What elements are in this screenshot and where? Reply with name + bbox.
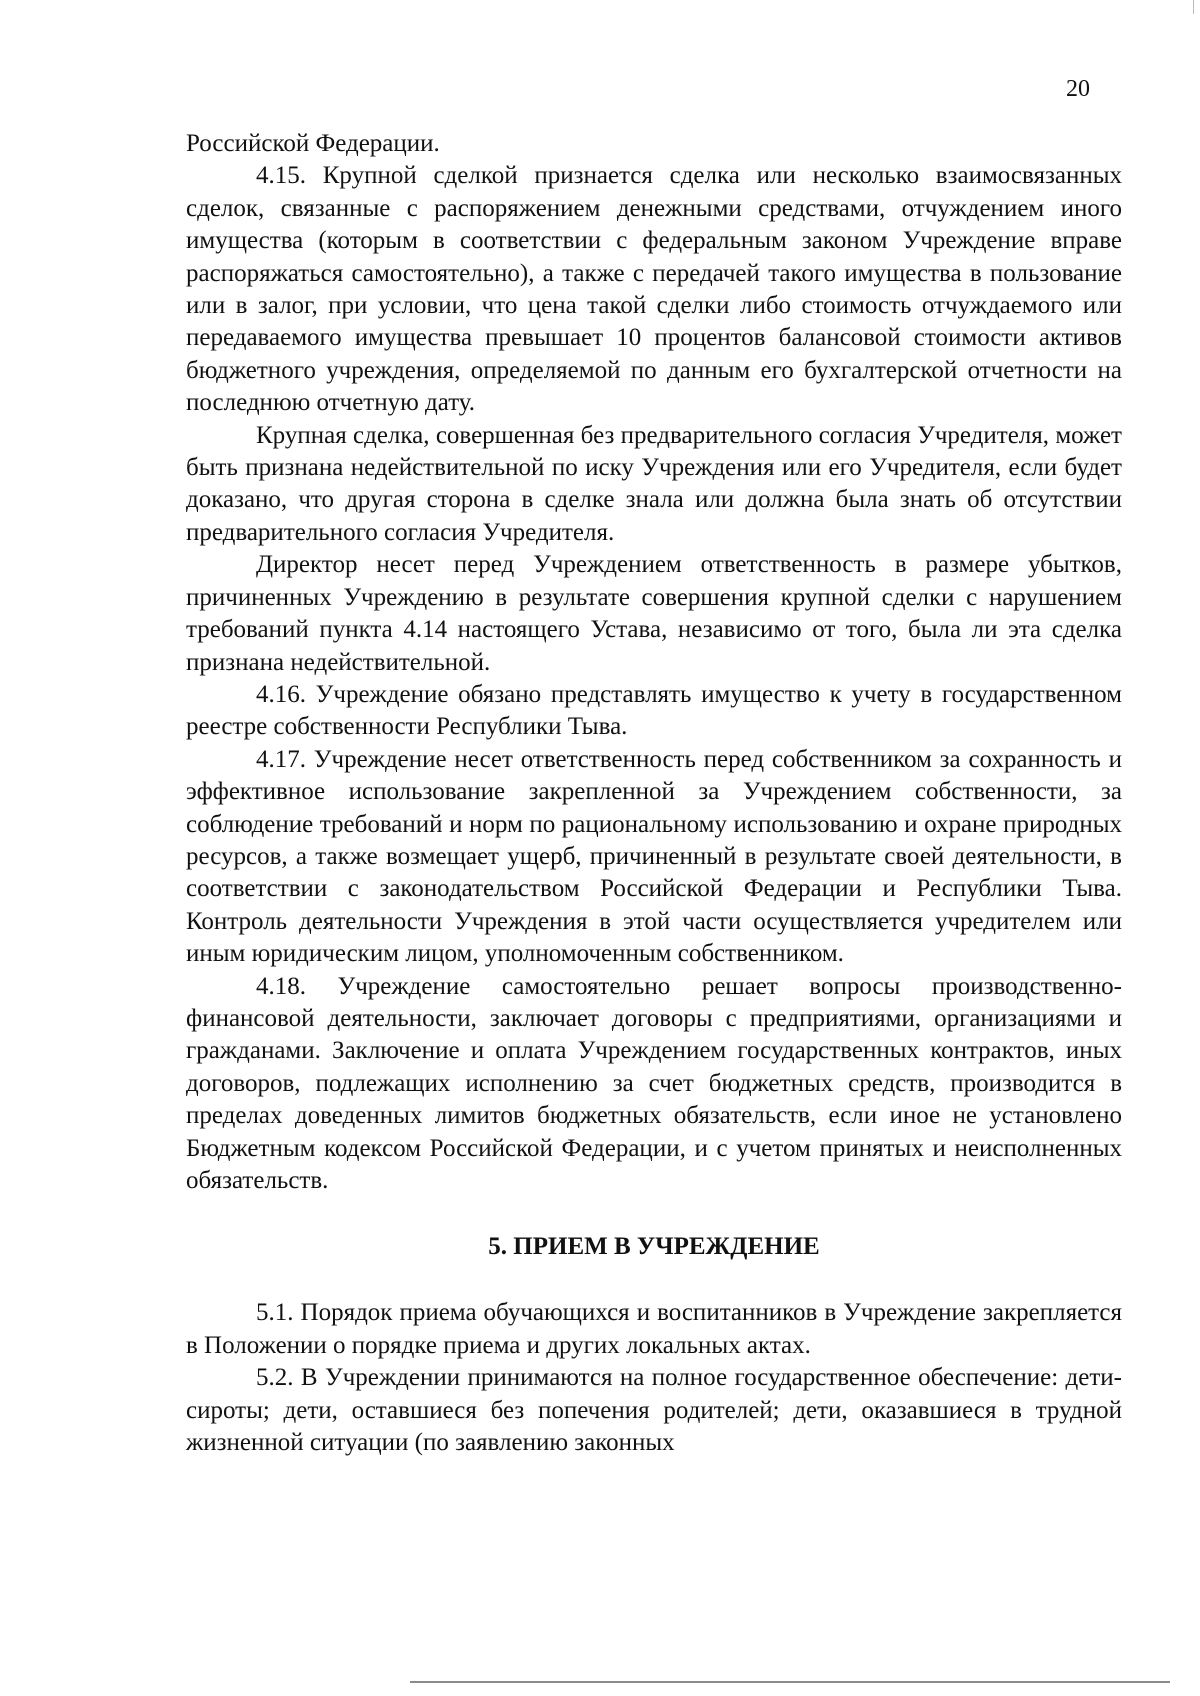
paragraph-4-18: 4.18. Учреждение самостоятельно решает вопросы производственно-финансовой деятельности, заключает договоры с предприятиями, организациями и гражданами. Заключение и оплата Учреждением государственных контрактов, иных договоров, подлежащих исполнению за счет бюджетных средств, производится в пределах доведенных лимитов бюджетных обязательств, если иное не установлено Бюджетным кодексом Российской Федерации, и с учетом принятых и неисполненных обязательств. xyxy=(186,972,1122,1194)
page-number: 20 xyxy=(1066,76,1090,102)
section-heading: 5. ПРИЕМ В УЧРЕЖДЕНИЕ xyxy=(488,1233,820,1261)
paragraph-5-1: 5.1. Порядок приема обучающихся и воспитанников в Учреждение закрепляется в Положении о порядке приема и других локальных актах. xyxy=(186,1299,1122,1359)
paragraph-major-deal-consent: Крупная сделка, совершенная без предварительного согласия Учредителя, может быть признана недействительной по иску Учреждения или его Учредителя, если будет доказано, что другая сторона в сделке знала или должна была знать об отсутствии предварительного согласия Учредителя. xyxy=(186,421,1122,546)
paragraph-4-15: 4.15. Крупной сделкой признается сделка или несколько взаимосвязанных сделок, связанные с распоряжением денежными средствами, отчуждением иного имущества (которым в соответствии с федеральным законом Учреждение вправе распоряжаться самостоятельно), а также с передачей такого имущества в пользование или в залог, при условии, что цена такой сделки либо стоимость отчуждаемого или передаваемого имущества превышает 10 процентов балансовой стоимости активов бюджетного учреждения, определяемой по данным его бухгалтерской отчетности на последнюю отчетную дату. xyxy=(186,162,1122,417)
paragraph: Российской Федерации. xyxy=(186,130,440,157)
scan-corner-mark xyxy=(1193,0,1194,14)
bottom-edge-line xyxy=(410,1681,1170,1683)
paragraph-5-2: 5.2. В Учреждении принимаются на полное государственное обеспечение: дети-сироты; дети, оставшиеся без попечения родителей; дети, оказавшиеся в трудной жизненной ситуации (по заявлению законных xyxy=(186,1364,1122,1457)
paragraph-4-17: 4.17. Учреждение несет ответственность перед собственником за сохранность и эффективное использование закрепленной за Учреждением собственности, за соблюдение требований и норм по рациональному использованию и охране природных ресурсов, а также возмещает ущерб, причиненный в результате своей деятельности, в соответствии с законодательством Российской Федерации и Республики Тыва. Контроль деятельности Учреждения в этой части осуществляется учредителем или иным юридическим лицом, уполномоченным собственником. xyxy=(186,745,1122,968)
paragraph-4-16: 4.16. Учреждение обязано представлять имущество к учету в государственном реестре собственности Республики Тыва. xyxy=(186,680,1122,741)
paragraph-director-liability: Директор несет перед Учреждением ответственность в размере убытков, причиненных Учреждению в результате совершения крупной сделки с нарушением требований пункта 4.14 настоящего Устава, независимо от того, была ли эта сделка признана недействительной. xyxy=(186,551,1122,676)
document-body xyxy=(186,128,1122,1459)
